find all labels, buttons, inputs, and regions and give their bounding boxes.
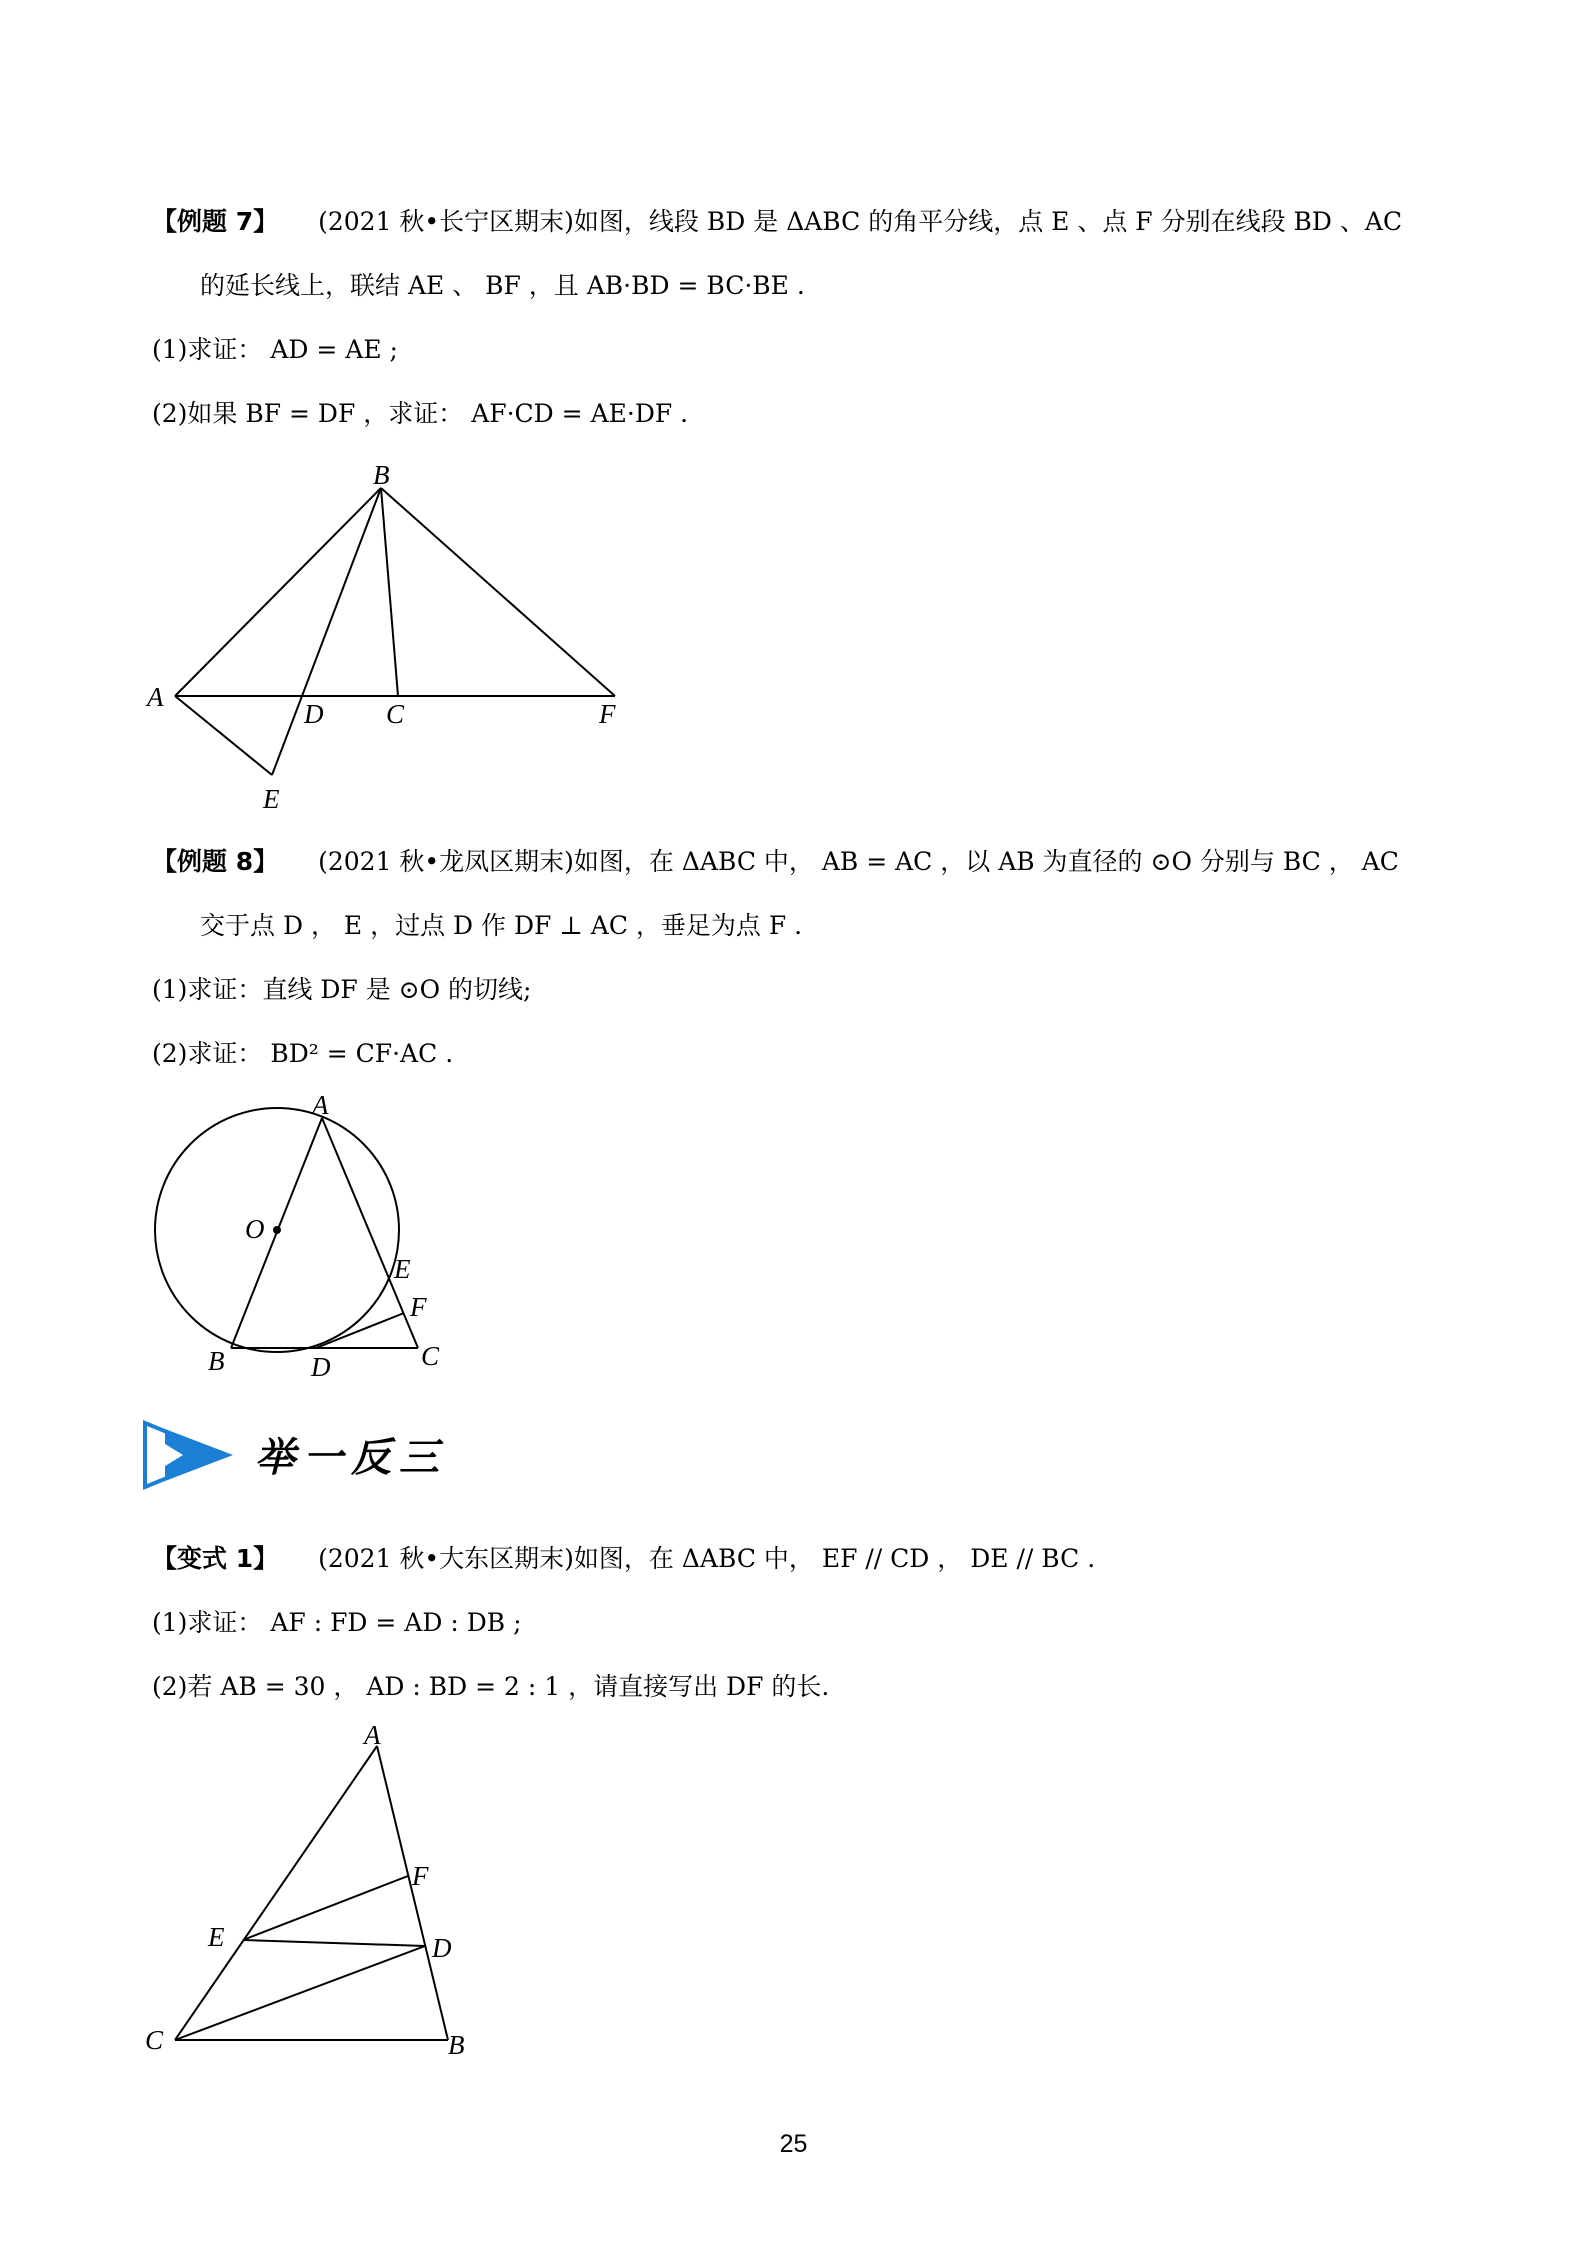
label-D: D [432, 1933, 452, 1963]
variant1-question-1: (1)求证： AF : FD = AD : DB ; [152, 1608, 522, 1637]
example8-stem: (2021 秋•龙凤区期末)如图，在 ΔABC 中， AB = AC ，以 AB 为直径的 ⊙O 分别与 BC ， AC [318, 847, 1399, 876]
example8-question-2: (2)求证： BD² = CF·AC . [152, 1039, 454, 1068]
example8-question-1: (1)求证：直线 DF 是 ⊙O 的切线; [152, 975, 532, 1004]
label-B: B [373, 460, 390, 490]
label-E: E [208, 1922, 225, 1952]
example7-stem: (2021 秋•长宁区期末)如图，线段 BD 是 ΔABC 的角平分线，点 E 、点 F 分别在线段 BD 、AC [318, 207, 1403, 236]
label-D: D [311, 1352, 331, 1382]
variant1-tag: 【变式 1】 [152, 1544, 279, 1573]
label-O: O [245, 1214, 265, 1244]
example8-tag: 【例题 8】 [152, 847, 279, 876]
segment-AC [175, 1746, 377, 2040]
variant1-question-2: (2)若 AB = 30 ， AD : BD = 2 : 1 ，请直接写出 DF 的长. [152, 1672, 830, 1701]
example7-question-1: (1)求证： AD = AE ; [152, 335, 398, 364]
segment-CD [175, 1946, 425, 2040]
variant1-figure [0, 0, 700, 2100]
segment-EF [243, 1876, 408, 1940]
variant1-stem: (2021 秋•大东区期末)如图，在 ΔABC 中， EF // CD ， DE // BC . [318, 1544, 1096, 1573]
label-C: C [421, 1341, 440, 1371]
section-banner-title: 举一反三 [255, 1435, 447, 1481]
label-F: F [412, 1861, 429, 1891]
label-B: B [208, 1346, 225, 1376]
label-B: B [448, 2030, 465, 2060]
label-E: E [394, 1254, 411, 1284]
label-C: C [386, 699, 405, 729]
label-F: F [410, 1292, 427, 1322]
example7-tag: 【例题 7】 [152, 207, 279, 236]
example7-question-2: (2)如果 BF = DF ，求证： AF·CD = AE·DF . [152, 399, 689, 428]
segment-AB [377, 1746, 448, 2040]
example8-stem-cont: 交于点 D ， E ，过点 D 作 DF ⊥ AC ，垂足为点 F . [200, 911, 803, 940]
page-number: 25 [779, 2130, 808, 2158]
label-A: A [147, 682, 164, 712]
segment-ED [243, 1940, 425, 1946]
label-E: E [263, 784, 280, 814]
label-D: D [304, 699, 324, 729]
label-A: A [312, 1090, 329, 1120]
example7-stem-cont: 的延长线上，联结 AE 、 BF ，且 AB·BD = BC·BE . [200, 271, 805, 300]
label-F: F [599, 699, 616, 729]
label-C: C [145, 2025, 164, 2055]
label-A: A [364, 1720, 381, 1750]
